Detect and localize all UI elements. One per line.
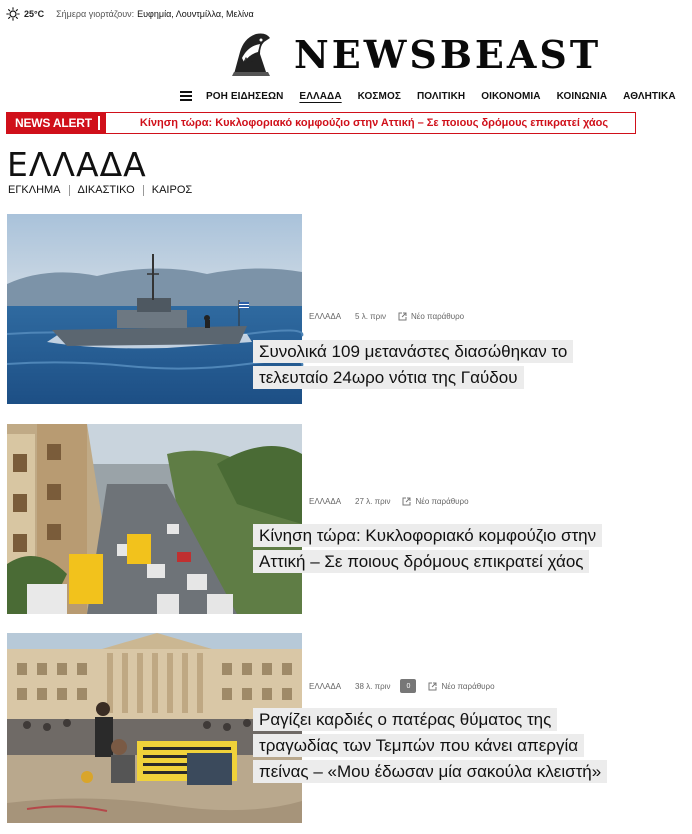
subcategory-dikastiko[interactable]: ΔΙΚΑΣΤΙΚΟ [77, 184, 135, 196]
nameday-label: Σήμερα γιορτάζουν: [56, 9, 135, 19]
main-nav [180, 86, 692, 106]
article-title-text: Κίνηση τώρα: Κυκλοφοριακό κομφούζιο στην Αττική – Σε ποιους δρόμους επικρατεί χάος [253, 524, 602, 573]
article-meta [309, 312, 464, 321]
article-image-traffic[interactable] [7, 424, 302, 614]
article-category[interactable]: ΕΛΛΑΔΑ [309, 681, 342, 691]
article-card [7, 633, 636, 833]
comment-count-badge[interactable]: 0 [400, 679, 416, 693]
nav-item-kosmos[interactable]: ΚΟΣΜΟΣ [357, 90, 401, 102]
page-title: ΕΛΛΑΔΑ [7, 145, 147, 184]
subcategory-egklima[interactable]: ΕΓΚΛΗΜΑ [8, 184, 61, 196]
article-title[interactable] [253, 523, 623, 575]
article-title[interactable] [253, 339, 623, 391]
news-alert-label-text: NEWS ALERT [15, 116, 92, 130]
article-card [7, 214, 636, 406]
new-window-link[interactable] [428, 682, 494, 691]
external-link-icon [402, 497, 411, 506]
article-title-text: Συνολικά 109 μετανάστες διασώθηκαν το τελευταίο 24ωρο νότια της Γαύδου [253, 340, 573, 389]
subcategory-kairos[interactable]: ΚΑΙΡΟΣ [151, 184, 193, 196]
sun-icon [6, 7, 20, 21]
article-category[interactable]: ΕΛΛΑΔΑ [309, 497, 342, 506]
article-title[interactable] [253, 707, 623, 785]
divider [143, 185, 144, 196]
article-meta [309, 679, 495, 693]
nav-item-politiki[interactable]: ΠΟΛΙΤΙΚΗ [416, 90, 466, 102]
nav-item-koinonia[interactable]: ΚΟΙΝΩΝΙΑ [556, 90, 608, 102]
nav-item-roi[interactable]: ΡΟΗ ΕΙΔΗΣΕΩΝ [206, 90, 284, 102]
logo-text: NEWSBEAST [294, 31, 602, 77]
external-link-icon [428, 682, 437, 691]
article-title-text: Ραγίζει καρδιές ο πατέρας θύματος της τραγωδίας των Τεμπών που κάνει απεργία πείνας – «Μου έδωσαν μία σακούλα κλειστή» [253, 708, 607, 783]
article-time: 5 λ. πριν [355, 312, 387, 321]
article-meta [309, 497, 469, 506]
nav-item-athlitika[interactable]: ΑΘΛΗΤΙΚΑ [623, 90, 676, 102]
weather-bar [0, 0, 636, 28]
new-window-link[interactable] [402, 497, 468, 506]
nav-item-oikonomia[interactable]: ΟΙΚΟΝΟΜΙΑ [481, 90, 541, 102]
news-alert-bar [6, 112, 636, 134]
alert-divider [98, 116, 100, 130]
article-time: 27 λ. πριν [355, 497, 391, 506]
article-time: 38 λ. πριν [355, 681, 391, 691]
new-window-label: Νέο παράθυρο [415, 497, 469, 506]
shark-logo-icon [230, 32, 272, 76]
site-logo[interactable] [230, 30, 601, 78]
nameday-names: Ευφημία, Λουντμίλλα, Μελίνα [137, 9, 254, 19]
nav-item-ellada[interactable]: ΕΛΛΑΔΑ [299, 90, 342, 102]
divider [69, 185, 70, 196]
hamburger-menu-icon[interactable] [180, 91, 192, 101]
subcategory-nav [8, 184, 192, 196]
temperature: 25°C [24, 9, 45, 19]
new-window-label: Νέο παράθυρο [411, 312, 465, 321]
article-card [7, 424, 636, 614]
article-category[interactable]: ΕΛΛΑΔΑ [309, 312, 342, 321]
new-window-link[interactable] [398, 312, 464, 321]
news-alert-label [7, 113, 106, 133]
new-window-label: Νέο παράθυρο [441, 681, 495, 691]
news-alert-link[interactable]: Κίνηση τώρα: Κυκλοφοριακό κομφούζιο στην Αττική – Σε ποιους δρόμους επικρατεί χάος [139, 117, 609, 129]
external-link-icon [398, 312, 407, 321]
